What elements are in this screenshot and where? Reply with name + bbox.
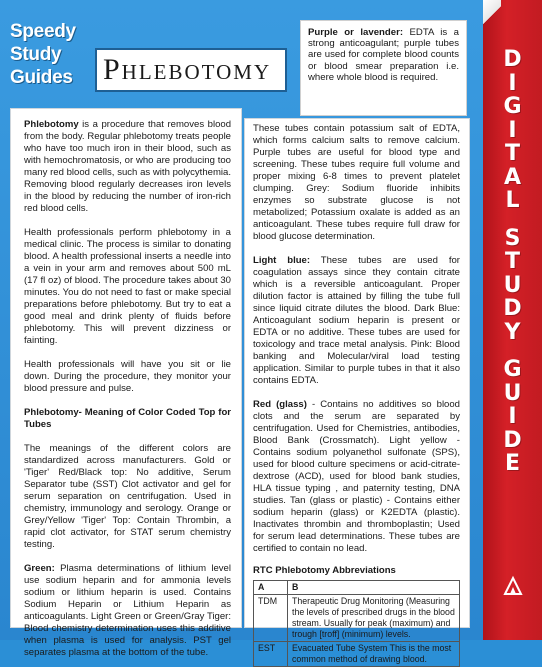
publisher-mark-icon	[501, 574, 525, 598]
spine-letter: L	[505, 188, 520, 213]
spine-letter: I	[508, 70, 517, 96]
logo-line-3: Guides	[10, 67, 73, 88]
spine-letter: T	[504, 141, 520, 166]
spine-letter: U	[503, 272, 522, 298]
spine-title	[483, 48, 542, 476]
book-spine	[483, 0, 542, 640]
title-banner	[95, 48, 287, 92]
red-glass-text: - Contains no additives so blood clots and the serum are separated by centrifugation. Used for Chemistries, antibodies, Blood Bank (Crossmatch). Light yellow - Contains sodium polyanethol sulfonate (SPS), used for blood culture specimens or acid-citrate-dextrose (ACD), used for blood bank studies, HLA tissue typing , and paternity testing, DNA studies. Tan (glass or plastic) - Contains either sodium heparin (glass) or K2EDTA (plastic). Inactivates thrombin and thromboplastin; Used for serum lead determinations. These tubes are certified to contain no lead.	[253, 399, 460, 554]
spine-letter: A	[503, 164, 522, 190]
monitoring-paragraph: Health professionals will have you sit or lie down. During the procedure, they monitor your blood pressure and pulse.	[24, 359, 231, 394]
spine-letter: I	[508, 404, 517, 429]
spine-letter: D	[503, 427, 522, 453]
purple-text: EDTA is a strong anticoagulant; purple tubes are used for complete blood counts or blood smear preparation i.e. where whole blood is required.	[308, 27, 460, 83]
right-column	[244, 118, 470, 664]
spine-letter: D	[503, 296, 522, 321]
spine-letter: E	[504, 451, 521, 476]
light-blue-text: These tubes are used for coagulation assays since they contain citrate which is a reversible anticoagulant. Proper dilution factor is attained by filling the tube full since liquid citrate dilutes the blood. Dark Blue: Anticoagulant sodium heparin is present or EDTA or no additive. These tubes are used for toxicology and trace metal analysis. Pink: Blood banking and Molecular/viral load testing application. Similar to purple tubes in that it also contains EDTA.	[253, 255, 460, 386]
purple-lavender-box	[300, 20, 467, 116]
spine-letter: G	[503, 357, 522, 382]
spine-letter: T	[504, 249, 520, 274]
purple-label: Purple or lavender:	[308, 27, 404, 38]
left-column	[10, 108, 242, 658]
green-lead: Green:	[24, 563, 55, 574]
spine-letter: Y	[504, 319, 521, 345]
table-cell-abbr: TDM	[254, 595, 288, 642]
green-paragraph	[24, 563, 231, 659]
spine-letter: G	[503, 94, 522, 119]
abbreviations-table	[253, 580, 460, 667]
abbreviations-title: RTC Phlebotomy Abbreviations	[253, 565, 396, 576]
spine-letter: D	[503, 47, 522, 72]
intro-text: is a procedure that removes blood from the body. Regular phlebotomy treats people who have too much iron in their blood, such as with hemochromatosis, or who are producing too many red blood cells, such as with polycythemia. Removing blood regularly decreases iron levels in the blood by reducing the number of iron-rich red blood cells.	[24, 119, 231, 214]
red-glass-lead: Red (glass)	[253, 399, 307, 410]
green-text: Plasma determinations of lithium level use sodium heparin and for ammonia levels sodium or lithium heparin is used. Contains Sodium Heparin or Lithium Heparin as anticoagulants. Light Green or Green/Gray Tiger: Blood chemistry determination uses this additive when plasma is used for analysis. PST gel separates plasma at the bottom of the tube.	[24, 563, 231, 658]
spine-letter: U	[503, 380, 522, 406]
table-row	[254, 642, 460, 667]
table-cell-abbr: EST	[254, 642, 288, 667]
light-blue-lead: Light blue:	[253, 255, 311, 266]
edta-paragraph: These tubes contain potassium salt of EDTA, which forms calcium salts to remove calcium. Purple tubes are useful for blood type and screening. These tubes require full volume and proper mixing 6-8 times to prevent platelet clumping. Grey: Sodium fluoride inhibits enzymes so substrate glucose is not metabolized; Potassium oxalate is added as an anticoagulant. These tubes require full draw for blood glucose determination.	[253, 123, 460, 242]
spine-letter: S	[504, 225, 521, 251]
page-title: Phlebotomy	[103, 53, 272, 86]
table-header-a: A	[254, 581, 288, 595]
procedure-paragraph: Health professionals perform phlebotomy in a medical clinic. The process is similar to donating blood. A health professional inserts a needle into a vein in your arm and removes about 500 mL (17 fl oz) of blood. The procedure takes about 30 minutes. You do not need to fast or make special preparations before phlebotomy. But try to eat a good meal and drink plenty of fluids before phlebotomy. This will prevent dizziness or fainting.	[24, 227, 231, 346]
table-row	[254, 595, 460, 642]
table-header-b: B	[288, 581, 460, 595]
color-meanings-paragraph: The meanings of the different colors are standardized across manufacturers. Gold or 'Tiger' Red/Black top: No additive, Serum Separator tube (SST) Clot activator and gel for serum separation on centrifugation. Used in chemistry, immunology and serology. Orange or Grey/Yellow 'Tiger' Top: Contain Thrombin, a rapid clot activator, for STAT serum chemistry testing.	[24, 443, 231, 550]
spine-letter: I	[508, 117, 517, 143]
intro-lead: Phlebotomy	[24, 119, 79, 130]
publisher-logo	[10, 20, 92, 102]
color-code-heading: Phlebotomy- Meaning of Color Coded Top for Tubes	[24, 407, 231, 430]
page-curl	[483, 0, 501, 30]
logo-line-2: Study	[10, 44, 62, 65]
table-cell-meaning: Therapeutic Drug Monitoring (Measuring the levels of prescribed drugs in the blood stream. Usually for peak (maximum) and trough [troff] (minimum) levels.	[288, 595, 460, 642]
red-glass-paragraph	[253, 399, 460, 555]
light-blue-paragraph	[253, 255, 460, 387]
table-cell-meaning: Evacuated Tube System This is the most common method of drawing blood.	[288, 642, 460, 667]
logo-line-1: Speedy	[10, 21, 76, 42]
table-header-row	[254, 581, 460, 595]
intro-paragraph	[24, 119, 231, 215]
